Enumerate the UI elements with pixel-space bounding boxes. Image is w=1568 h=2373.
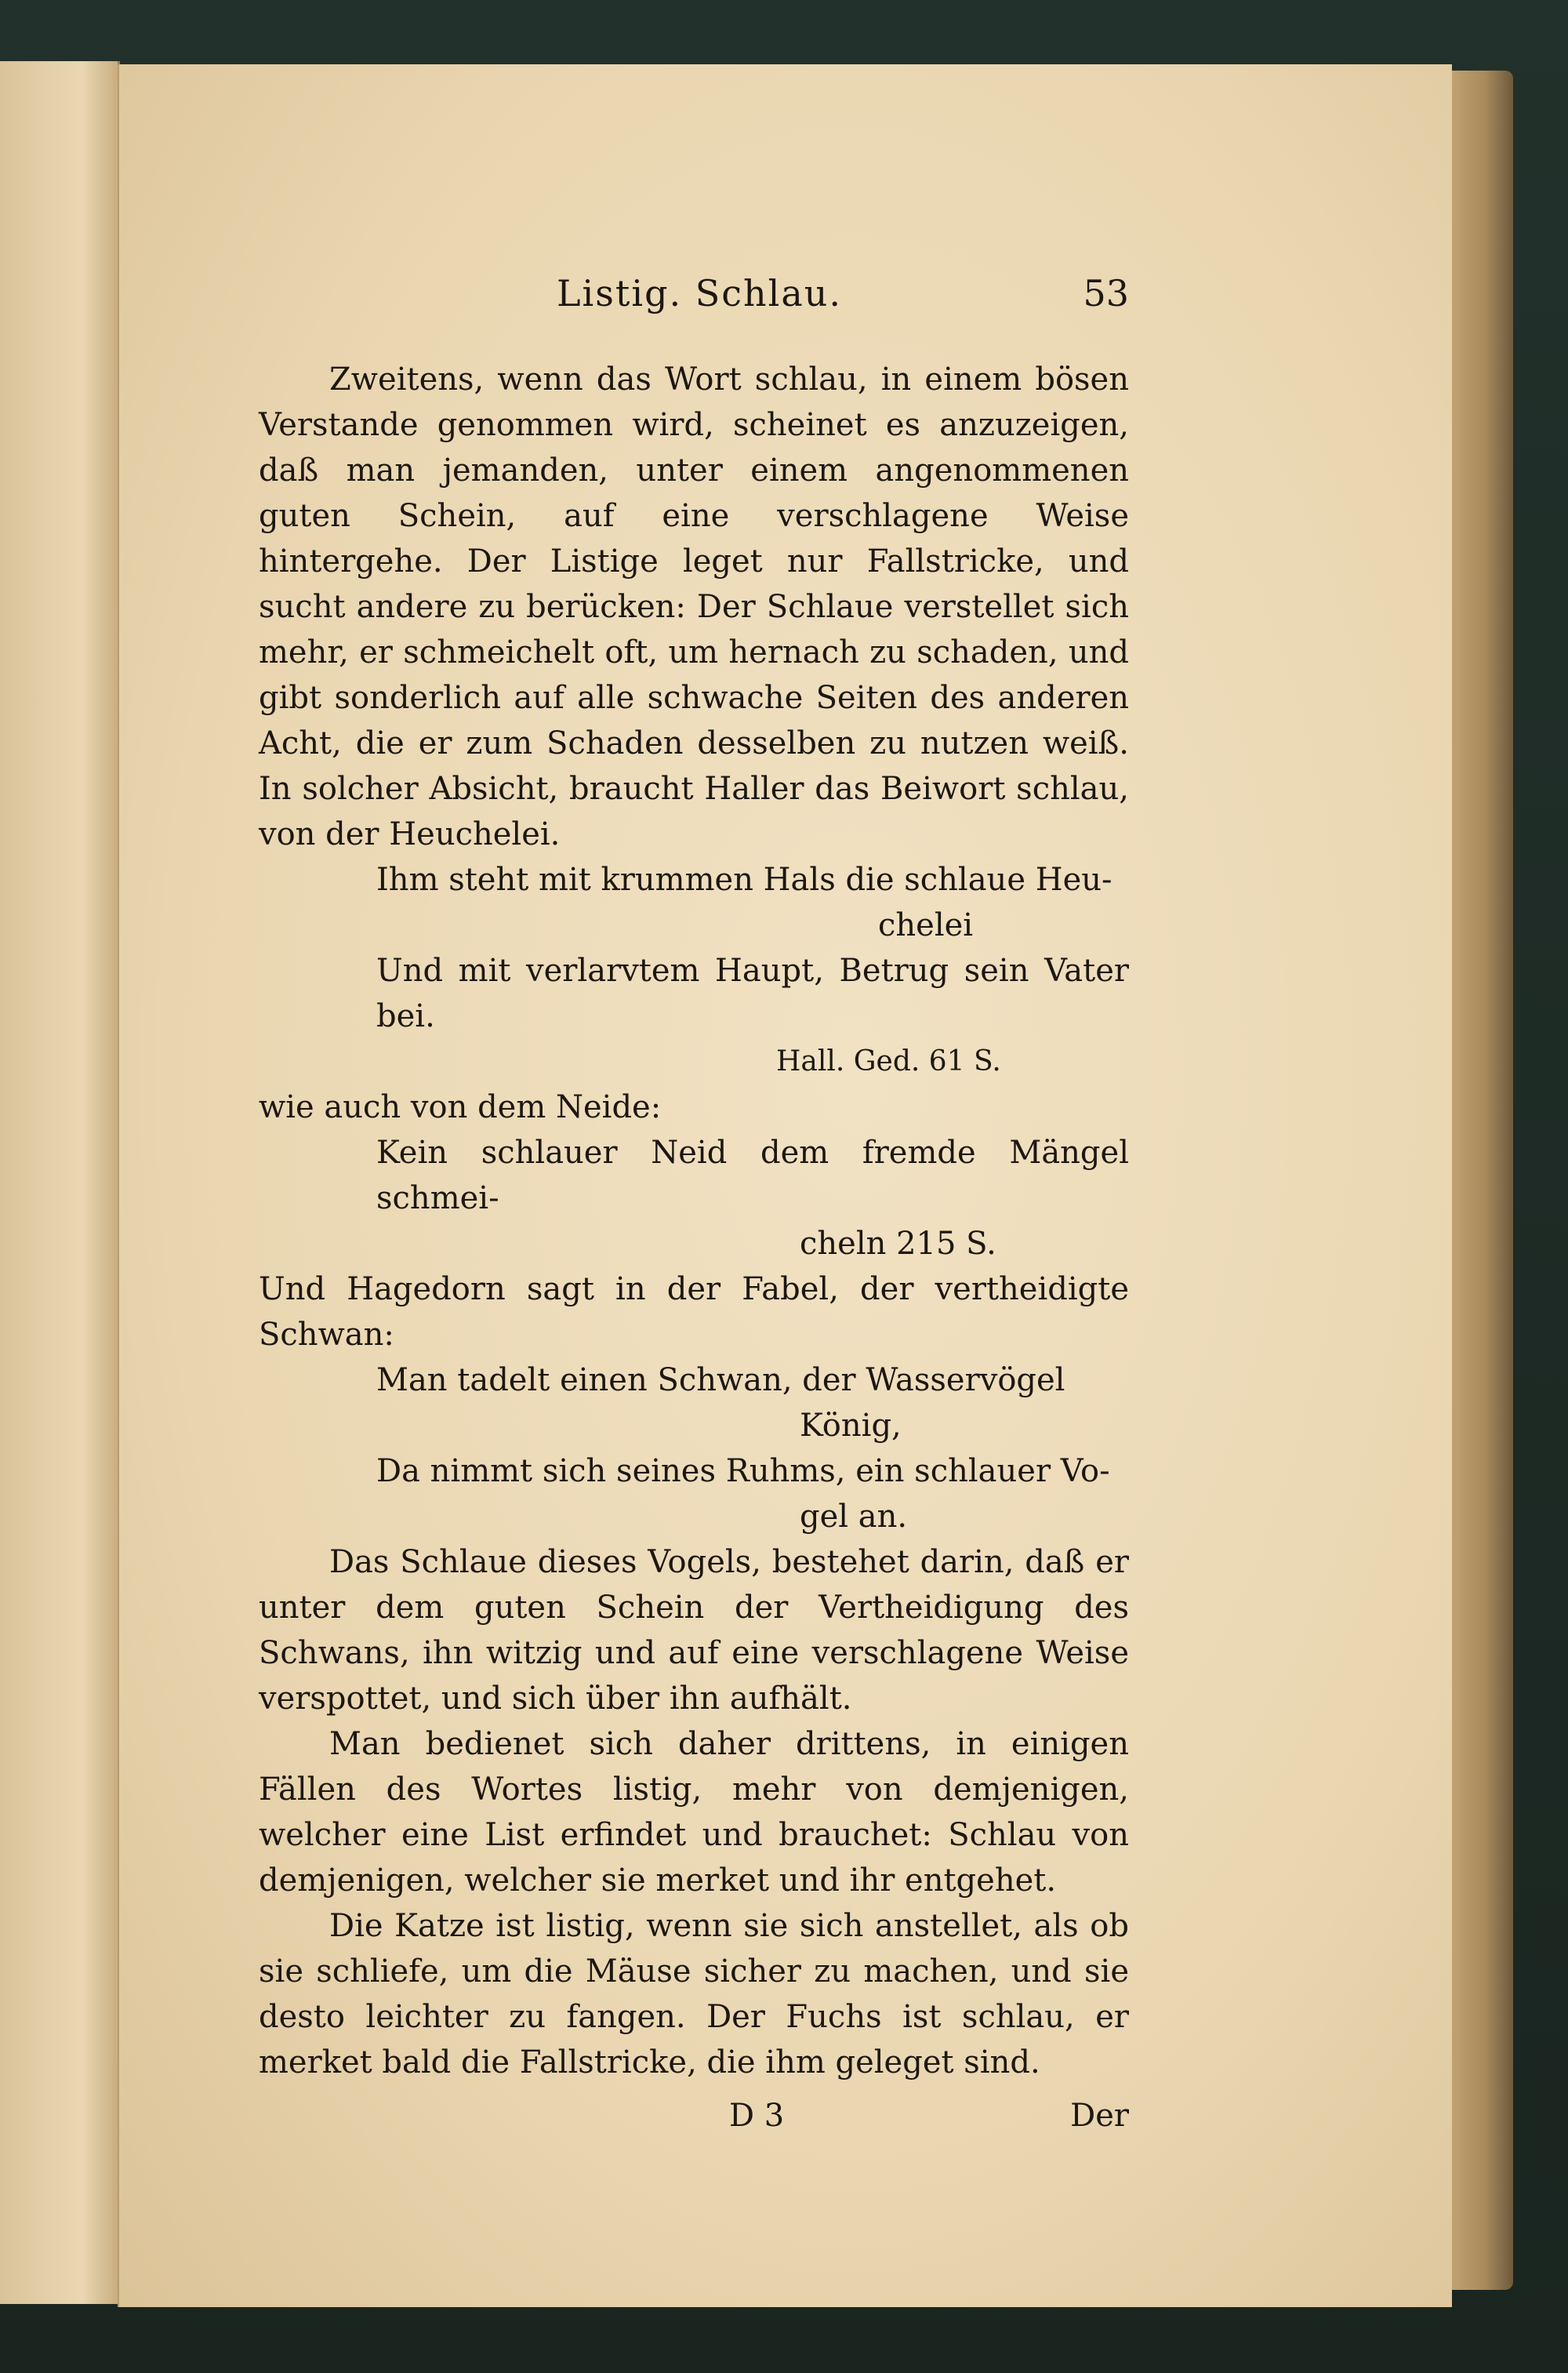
verse-continuation: König, — [800, 1408, 902, 1444]
facing-page-edge — [0, 61, 120, 2304]
verse-line: Da nimmt sich seines Ruhms, ein schlauer Vo- — [376, 1453, 1110, 1489]
verse-line: Ihm steht mit krummen Hals die schlaue Heu- — [376, 862, 1112, 898]
verse-continuation: chelei — [878, 907, 974, 943]
verse-line: Man tadelt einen Schwan, der Wasservögel — [376, 1362, 1065, 1398]
verse-line: Kein schlauer Neid dem fremde Mängel schmei- — [376, 1135, 1129, 1216]
page-footer — [259, 2093, 1129, 2140]
page-text — [259, 271, 1129, 2140]
text-line: wie auch von dem Neide: — [259, 1089, 662, 1125]
verse-continuation: gel an. — [800, 1499, 908, 1535]
paragraph-katze: Die Katze ist listig, wenn sie sich anstellet, als ob sie schliefe, um die Mäuse sicher zu machen, und sie desto leichter zu fangen. Der Fuchs ist schlau, er merket bald die Fallstricke, die ihm geleget sind. — [259, 1908, 1129, 2080]
paragraph-zweitens: Zweitens, wenn das Wort schlau, in einem bösen Verstande genommen wird, scheinet es anzuzeigen, daß man jemanden, unter einem angenommenen guten Schein, auf eine verschlagene Weise hintergehe. Der Listige leget nur Fallstricke, und sucht andere zu berücken: Der Schlaue verstellet sich mehr, er schmeichelt oft, um hernach zu schaden, und gibt sonderlich auf alle schwache Seiten des anderen Acht, die er zum Schaden desselben zu nutzen weiß. In solcher Absicht, braucht Haller das Beiwort schlau, von der Heuchelei. — [259, 362, 1129, 852]
paragraph-das-schlaue: Das Schlaue dieses Vogels, bestehet darin, daß er unter dem guten Schein der Vertheidigung des Schwans, ihn witzig und auf eine verschlagene Weise verspottet, und sich über ihn aufhält. — [259, 1544, 1129, 1717]
citation: Hall. Ged. 61 S. — [776, 1045, 1001, 1077]
running-title: Listig. Schlau. — [557, 272, 843, 314]
signature-mark: D 3 — [729, 2098, 785, 2134]
page-number: 53 — [1083, 272, 1129, 314]
verse-continuation: cheln 215 S. — [800, 1226, 996, 1262]
book-fore-edge — [1443, 71, 1513, 2290]
catchword: Der — [1070, 2098, 1129, 2134]
paragraph-drittens: Man bedienet sich daher drittens, in einigen Fällen des Wortes listig, mehr von demjenigen, welcher eine List erfindet und brauchet: Schlau von demjenigen, welcher sie merket und ihr entgehet. — [259, 1726, 1129, 1899]
verse-line: Und mit verlarvtem Haupt, Betrug sein Vater bei. — [376, 953, 1129, 1034]
paragraph-hagedorn: Und Hagedorn sagt in der Fabel, der vertheidigte Schwan: — [259, 1271, 1129, 1353]
running-header — [259, 271, 1129, 325]
